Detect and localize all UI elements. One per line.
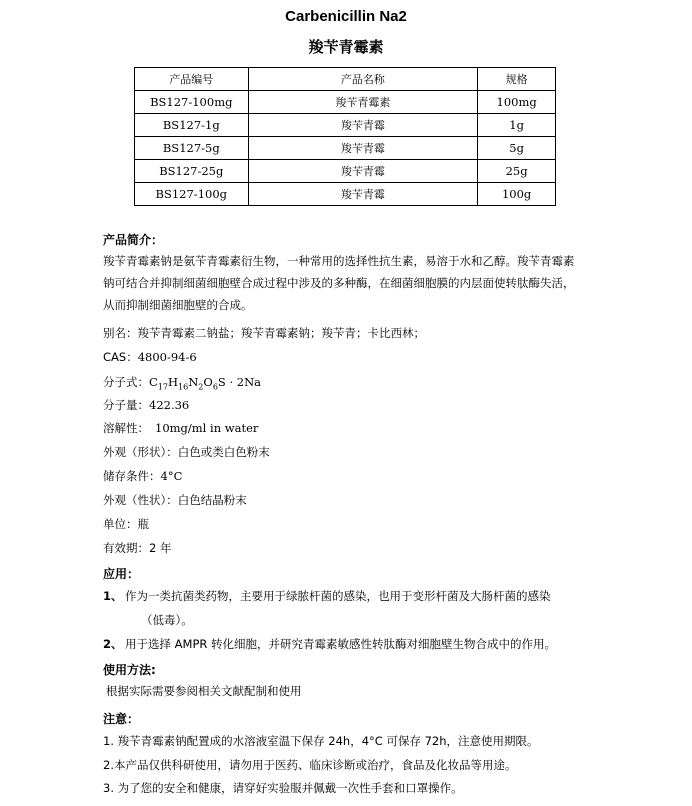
cell-spec: 5g xyxy=(478,137,556,160)
unit-value: 瓶 xyxy=(137,517,149,531)
appearance2-line xyxy=(103,489,583,511)
application-item-number: 2、 xyxy=(103,637,123,651)
title-chinese: 羧苄青霉素 xyxy=(308,38,384,56)
application-item-1-cont: （低毒）。 xyxy=(141,613,193,627)
note-item: 2.本产品仅供科研使用，请勿用于医药、临床诊断或治疗，食品及化妆品等用途。 xyxy=(103,758,517,772)
cell-name: 羧苄青霉 xyxy=(248,160,478,183)
usage-text: 根据实际需要参阅相关文献配制和使用 xyxy=(106,684,302,698)
solubility-line xyxy=(103,417,583,439)
unit-line xyxy=(103,513,583,535)
cell-spec: 100mg xyxy=(478,91,556,114)
title-english: Carbenicillin Na2 xyxy=(285,8,407,25)
storage-line xyxy=(103,465,583,487)
table-row xyxy=(135,91,556,114)
cell-spec: 25g xyxy=(478,160,556,183)
cell-code: BS127-25g xyxy=(135,160,249,183)
table-row xyxy=(135,137,556,160)
storage-value: 4°C xyxy=(160,469,183,483)
cell-name: 羧苄青霉素 xyxy=(248,91,478,114)
table-header-row xyxy=(135,68,556,91)
cell-name: 羧苄青霉 xyxy=(248,137,478,160)
appearance-value: 白色或类白色粉末 xyxy=(177,445,270,459)
formula-label: 分子式： xyxy=(103,375,149,389)
cell-code: BS127-1g xyxy=(135,114,249,137)
appearance-label: 外观（形状）： xyxy=(103,445,178,459)
notes-heading: 注意： xyxy=(103,712,140,726)
validity-label: 有效期： xyxy=(103,541,149,555)
note-item: 3. 为了您的安全和健康，请穿好实验服并佩戴一次性手套和口罩操作。 xyxy=(103,781,463,795)
mw-label: 分子量： xyxy=(103,398,149,412)
header-product-code: 产品编号 xyxy=(135,68,249,91)
appearance2-value: 白色结晶粉末 xyxy=(177,493,247,507)
application-item-number: 1、 xyxy=(103,589,123,603)
cell-spec: 100g xyxy=(478,183,556,206)
application-item-2 xyxy=(103,632,583,656)
cell-code: BS127-100mg xyxy=(135,91,249,114)
header-product-name: 产品名称 xyxy=(248,68,478,91)
usage-heading: 使用方法: xyxy=(103,663,156,677)
intro-description: 羧苄青霉素钠是氨苄青霉素衍生物，一种常用的选择性抗生素，易溶于水和乙醇。羧苄青霉素钠可结合并抑制细菌细胞壁合成过程中涉及的多种酶，在细菌细胞膜的内层面使转肽酶失活，从而抑制细菌细胞壁的合成。 xyxy=(103,254,575,312)
application-heading: 应用： xyxy=(103,567,140,581)
cell-name: 羧苄青霉 xyxy=(248,114,478,137)
table-row xyxy=(135,114,556,137)
application-item-text: 用于选择 AMPR 转化细胞，并研究青霉素敏感性转肽酶对细胞壁生物合成中的作用。 xyxy=(125,637,557,651)
table-row xyxy=(135,183,556,206)
product-table xyxy=(134,67,556,206)
unit-label: 单位： xyxy=(103,517,138,531)
note-item: 1. 羧苄青霉素钠配置成的水溶液室温下保存 24h，4°C 可保存 72h，注意使用期限。 xyxy=(103,734,539,748)
appearance2-label: 外观（性状）： xyxy=(103,493,178,507)
application-item-1 xyxy=(103,584,583,608)
cell-spec: 1g xyxy=(478,114,556,137)
header-spec: 规格 xyxy=(478,68,556,91)
cell-name: 羧苄青霉 xyxy=(248,183,478,206)
solubility-label: 溶解性： xyxy=(103,421,149,435)
mw-line xyxy=(103,394,583,416)
solubility-value: 10mg/ml in water xyxy=(155,421,259,435)
formula-value: $C_{17}H_{16}N_2O_6S \cdot 2Na$ xyxy=(149,375,261,392)
storage-label: 储存条件： xyxy=(103,469,161,483)
mw-value: 422.36 xyxy=(149,398,190,412)
cas-label: CAS： xyxy=(103,350,138,364)
appearance-line xyxy=(103,441,583,463)
application-item-text: 作为一类抗菌类药物，主要用于绿脓杆菌的感染，也用于变形杆菌及大肠杆菌的感染 xyxy=(125,589,551,603)
cell-code: BS127-5g xyxy=(135,137,249,160)
table-row xyxy=(135,160,556,183)
validity-line xyxy=(103,537,583,559)
alias-line: 别名：羧苄青霉素二钠盐；羧苄青霉素钠；羧苄青；卡比西林； xyxy=(103,326,425,340)
cas-value: 4800-94-6 xyxy=(137,350,197,364)
intro-heading: 产品简介： xyxy=(103,233,164,247)
cell-code: BS127-100g xyxy=(135,183,249,206)
cas-line xyxy=(103,346,583,368)
validity-value: 2 年 xyxy=(149,541,172,555)
